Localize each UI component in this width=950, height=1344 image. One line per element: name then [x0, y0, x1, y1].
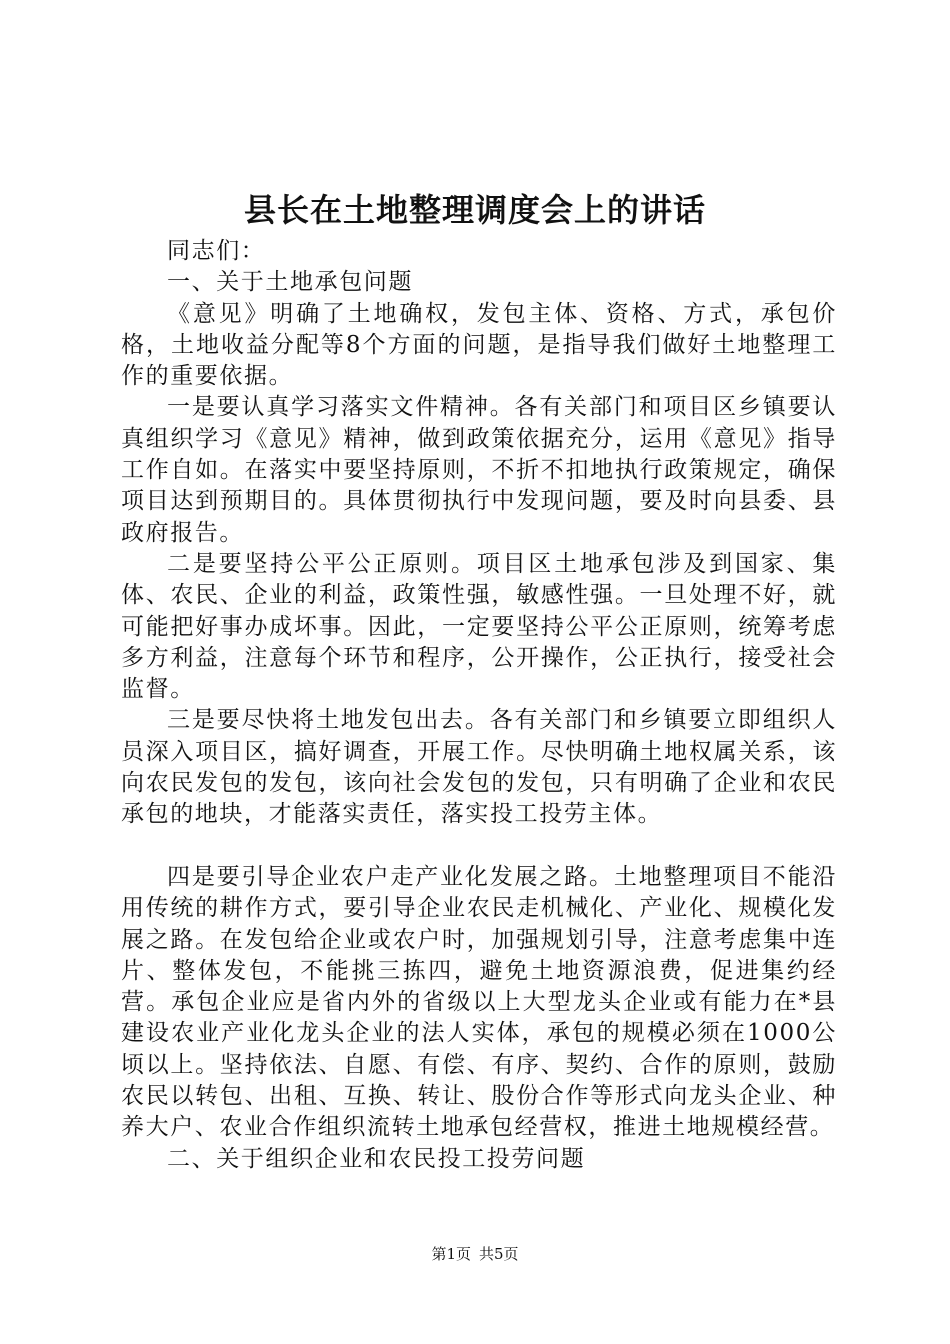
section-heading-1: 一、关于土地承包问题 — [167, 269, 413, 296]
section-heading-2: 二、关于组织企业和农民投工投劳问题 — [167, 1145, 586, 1172]
document-title: 县长在土地整理调度会上的讲话 — [243, 191, 706, 229]
page-footer — [0, 1244, 950, 1264]
paragraph: 四是要引导企业农户走产业化发展之路。土地整理项目不能沿用传统的耕作方式，要引导企业农民走机械化、产业化、规模化发展之路。在发包给企业或农户时，加强规划引导，注意考虑集中连片、整体发包，不能挑三拣四，避免土地资源浪费，促进集约经营。承包企业应是省内外的省级以上大型龙头企业或有能力在*县建设农业产业化龙头企业的法人实体，承包的规模必须在1000公顷以上。坚持依法、自愿、有偿、有序、契约、合作的原则，鼓励农民以转包、出租、互换、转让、股份合作等形式向龙头企业、种养大户、农业合作组织流转土地承包经营权，推进土地规模经营。 — [121, 863, 837, 1141]
paragraph: 二是要坚持公平公正原则。项目区土地承包涉及到国家、集体、农民、企业的利益，政策性强，敏感性强。一旦处理不好，就可能把好事办成坏事。因此，一定要坚持公平公正原则，统筹考虑多方利益，注意每个环节和程序，公开操作，公正执行，接受社会监督。 — [121, 550, 837, 703]
paragraph: 《意见》明确了土地确权，发包主体、资格、方式，承包价格，土地收益分配等8个方面的问题，是指导我们做好土地整理工作的重要依据。 — [121, 300, 837, 390]
document-body — [121, 236, 837, 1175]
paragraph: 一是要认真学习落实文件精神。各有关部门和项目区乡镇要认真组织学习《意见》精神，做到政策依据充分，运用《意见》指导工作自如。在落实中要坚持原则，不折不扣地执行政策规定，确保项目达到预期目的。具体贯彻执行中发现问题，要及时向县委、县政府报告。 — [121, 394, 837, 546]
page-total: 共5页 — [479, 1245, 519, 1263]
page-number: 第1页 — [431, 1245, 471, 1263]
salutation: 同志们： — [167, 238, 266, 264]
paragraph: 三是要尽快将土地发包出去。各有关部门和乡镇要立即组织人员深入项目区，搞好调查，开展工作。尽快明确土地权属关系，该向农民发包的发包，该向社会发包的发包，只有明确了企业和农民承包的地块，才能落实责任，落实投工投劳主体。 — [121, 707, 837, 828]
